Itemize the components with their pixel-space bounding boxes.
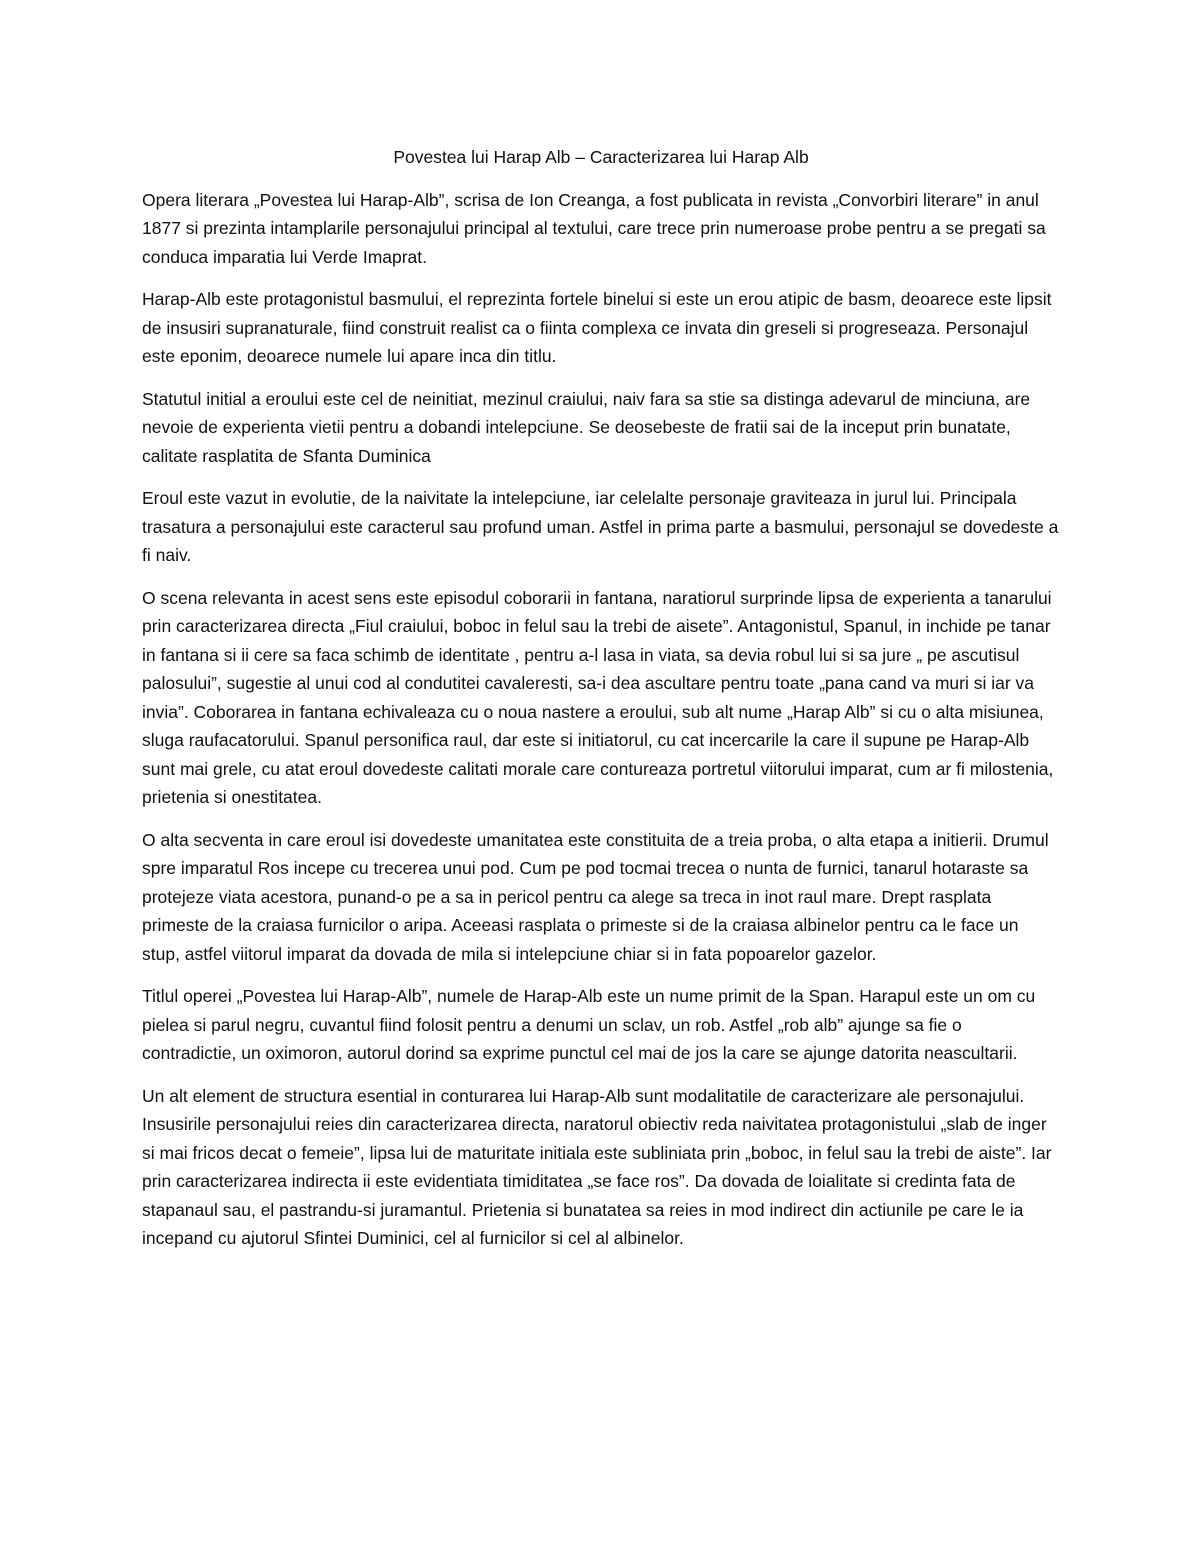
paragraph-6: O alta secventa in care eroul isi dovedeste umanitatea este constituita de a treia proba, o alta etapa a initierii. Drumul spre imparatul Ros incepe cu trecerea unui pod. Cum pe pod tocmai trecea o nunta de furnici, tanarul hotaraste sa protejeze viata acestora, punand-o pe a sa in pericol pentru ca alege sa treca in inot raul mare. Drept rasplata primeste de la craiasa furnicilor o aripa. Aceeasi rasplata o primeste si de la craiasa albinelor pentru ca le face un stup, astfel viitorul imparat da dovada de mila si intelepciune chiar si in fata popoarelor gazelor. (142, 829, 1049, 964)
paragraph-2: Harap-Alb este protagonistul basmului, el reprezinta fortele binelui si este un erou atipic de basm, deoarece este lipsit de insusiri supranaturale, fiind construit realist ca o fiinta complexa ce invata din greseli si progreseaza. Personajul este eponim, deoarece numele lui apare inca din titlu. (142, 289, 1052, 366)
paragraph-4: Eroul este vazut in evolutie, de la naivitate la intelepciune, iar celelalte personaje graviteaza in jurul lui. Principala trasatura a personajului este caracterul sau profund uman. Astfel in prima parte a basmului, personajul se dovedeste a fi naiv. (142, 488, 1059, 565)
paragraph-3: Statutul initial a eroului este cel de neinitiat, mezinul craiului, naiv fara sa stie sa distinga adevarul de minciuna, are nevoie de experienta vietii pentru a dobandi intelepciune. Se deosebeste de fratii sai de la inceput prin bunatate, calitate rasplatita de Sfanta Duminica (142, 388, 1031, 466)
document-title: Povestea lui Harap Alb – Caracterizarea lui Harap Alb (393, 147, 809, 167)
paragraph-1: Opera literara „Povestea lui Harap-Alb”, scrisa de Ion Creanga, a fost publicata in revista „Convorbiri literare” in anul 1877 si prezinta intamplarile personajului principal al textului, care trece prin numeroase probe pentru a se pregati sa conduca imparatia lui Verde Imaprat. (142, 189, 1046, 267)
document-page (142, 143, 1060, 1267)
paragraph-7: Titlul operei „Povestea lui Harap-Alb”, numele de Harap-Alb este un nume primit de la Span. Harapul este un om cu pielea si parul negru, cuvantul fiind folosit pentru a denumi un sclav, un rob. Astfel „rob alb” ajunge sa fie o contradictie, un oximoron, autorul dorind sa exprime punctul cel mai de jos la care se ajunge datorita neascultarii. (142, 986, 1036, 1063)
paragraph-8: Un alt element de structura esential in conturarea lui Harap-Alb sunt modalitatile de caracterizare ale personajului. Insusirile personajului reies din caracterizarea directa, naratorul obiectiv reda naivitatea protagonistului „slab de inger si mai fricos decat o femeie”, lipsa lui de maturitate initiala este subliniata prin „boboc, in felul sau la trebi de aiste”. Iar prin caracterizarea indirecta ii este evidentiata timiditatea „se face ros”. Da dovada de loialitate si credinta fata de stapanaul sau, el pastrandu-si juramantul. Prietenia si bunatatea sa reies in mod indirect din actiunile pe care le ia incepand cu ajutorul Sfintei Duminici, cel al furnicilor si cel al albinelor. (142, 1085, 1052, 1248)
paragraph-5: O scena relevanta in acest sens este episodul coborarii in fantana, naratiorul surprinde lipsa de experienta a tanarului prin caracterizarea directa „Fiul craiului, boboc in felul sau la trebi de aisete”. Antagonistul, Spanul, in inchide pe tanar in fantana si ii cere sa faca schimb de identitate , pentru a-l lasa in viata, sa devia robul lui si sa jure „ pe ascutisul palosului”, sugestie al unui cod al condutitei cavaleresti, sa-i dea ascultare pentru toate „pana cand va muri si iar va invia”. Coborarea in fantana echivaleaza cu o noua nastere a eroului, sub alt nume „Harap Alb” si cu o alta misiunea, sluga raufacatorului. Spanul personifica raul, dar este si initiatorul, cu cat incercarile la care il supune pe Harap-Alb sunt mai grele, cu atat eroul dovedeste calitati morale care contureaza portretul viitorului imparat, cum ar fi milostenia, prietenia si onestitatea. (142, 587, 1054, 807)
